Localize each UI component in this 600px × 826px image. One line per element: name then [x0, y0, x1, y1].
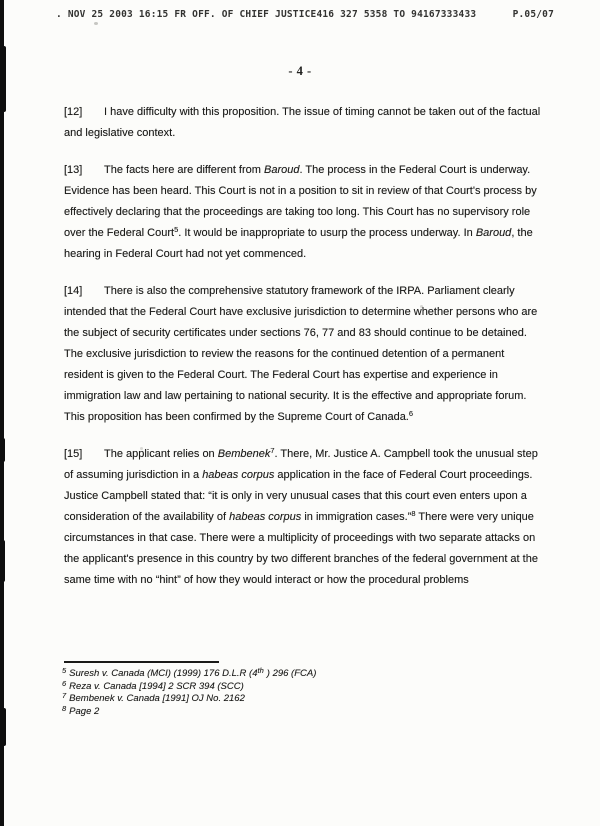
scan-artifact-blob — [0, 46, 6, 112]
footnote-reference: 6 — [408, 409, 414, 418]
scan-artifact-blob — [0, 540, 5, 582]
text-segment: . There, Mr. Justice A. Campbell took the unusual step of assuming jurisdiction in a — [64, 448, 538, 481]
paragraph — [64, 281, 544, 428]
footnote — [62, 703, 542, 719]
footnote-reference: 8 — [411, 509, 416, 518]
text-segment: The applicant relies on — [104, 448, 218, 460]
footnote-reference: 5 — [174, 225, 179, 234]
text-segment: Suresh v. Canada (MCI) (1999) 176 D.L.R (4 — [69, 668, 258, 679]
fax-transmission-header — [56, 9, 554, 20]
text-segment: Reza v. Canada [1994] 2 SCR 394 (SCC) — [69, 680, 244, 692]
text-segment: Baroud — [263, 164, 300, 176]
text-segment: There were very unique circumstances in that case. There were a multiplicity of proceedings with two separate attacks on the applicant's presence in this country by two different branches of the federal government at the same time with no “hint” of how they would interact or how the procedural problems — [64, 511, 538, 586]
text-segment: in immigration cases.” — [301, 511, 412, 523]
paragraph — [64, 160, 544, 265]
text-segment: The facts here are different from — [104, 164, 264, 176]
text-segment: I have difficulty with this proposition. The issue of timing cannot be taken out of the factual and legislative context. — [64, 106, 541, 139]
text-segment: Baroud — [475, 227, 512, 239]
text-segment: Page 2 — [69, 705, 100, 717]
text-segment: habeas corpus — [202, 469, 275, 481]
scan-artifact-blob — [0, 708, 6, 746]
footnote-marker: 6 — [62, 678, 67, 688]
text-segment: application in the face of Federal Court proceedings. Justice Campbell stated that: “it is only in very unusual cases that this court even enters upon a consideration of the availability of — [64, 469, 533, 523]
text-segment: Bembenek v. Canada [1991] OJ No. 2162 — [69, 693, 245, 704]
text-segment: habeas corpus — [229, 511, 302, 523]
footnotes-section — [62, 661, 542, 718]
footnote-marker: 8 — [62, 703, 67, 713]
text-segment: Bembenek — [217, 448, 271, 460]
footnote-reference: 7 — [270, 446, 275, 455]
paragraph-number: [13] — [64, 164, 83, 176]
text-segment: . The process in the Federal Court is underway. Evidence has been heard. This Court is not in a position to sit in review of that Court's process by effectively declaring that the proceedings are taking too long. This Court has no supervisory role over the Federal Court — [64, 164, 537, 239]
paragraph-number: [12] — [64, 106, 83, 118]
footnote — [62, 693, 542, 706]
footnote-marker: 7 — [62, 691, 67, 700]
page-number: - 4 - — [288, 64, 312, 78]
text-segment: , the hearing in Federal Court had not yet commenced. — [64, 227, 533, 260]
fax-header-line: . NOV 25 2003 16:15 FR OFF. OF CHIEF JUSTICE416 327 5358 TO 94167333433 — [56, 9, 477, 20]
fax-page-indicator: P.05/07 — [512, 9, 554, 20]
footnote — [62, 678, 542, 694]
document-body — [64, 102, 544, 607]
text-segment: There is also the comprehensive statutory framework of the IRPA. Parliament clearly intended that the Federal Court have exclusive jurisdiction to determine whether persons who are the subject of security certificates under sections 76, 77 and 83 should continue to be detained. The exclusive jurisdiction to review the reasons for the continued detention of a permanent resident is given to the Federal Court. The Federal Court has expertise and experience in immigration law and law pertaining to national security. It is the effective and appropriate forum. This proposition has been confirmed by the Supreme Court of Canada. — [64, 285, 538, 423]
footnote-marker: 5 — [62, 666, 67, 675]
paragraph — [64, 102, 544, 144]
scan-artifact-blob — [0, 438, 5, 462]
footnote — [62, 668, 542, 681]
footnote-reference: th — [257, 666, 264, 675]
text-segment: . It would be inappropriate to usurp the process underway. In — [178, 227, 476, 239]
paragraph-number: [15] — [64, 448, 83, 460]
footnote-list — [62, 668, 542, 718]
paragraph-number: [14] — [64, 285, 83, 297]
paragraph — [64, 444, 544, 591]
scan-artifact-left-edge — [0, 0, 4, 826]
scan-speck — [94, 22, 98, 25]
text-segment: ) 296 (FCA) — [266, 668, 317, 679]
footnote-separator-rule — [64, 661, 219, 663]
